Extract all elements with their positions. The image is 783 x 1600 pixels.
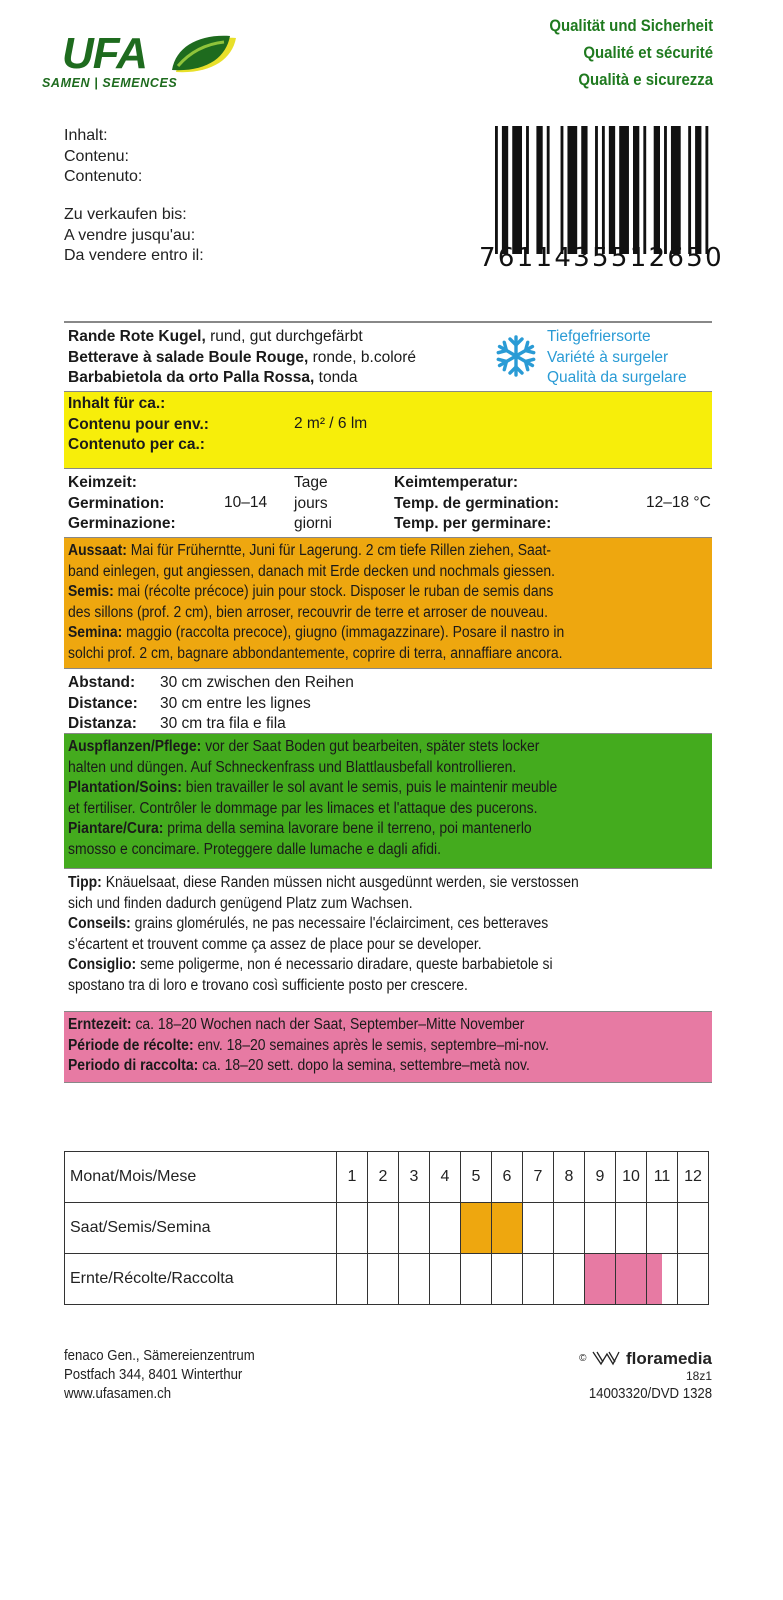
care-text: halten und düngen. Auf Schneckenfrass und Blattlausbefall kontrollieren. [68, 758, 517, 776]
care-label: Plantation/Soins: [68, 779, 182, 796]
tip-text: s'écartent et trouvent comme ça assez de place pour se developer. [68, 935, 482, 953]
sell-by-label-it: Da vendere entro il: [64, 247, 204, 264]
tips-section [64, 869, 712, 1011]
variety-desc: ronde, b.coloré [308, 348, 417, 366]
calendar-cell [430, 1203, 461, 1254]
germination-time-value: 10–14 [224, 494, 268, 511]
sell-by-label-de: Zu verkaufen bis: [64, 206, 187, 223]
barcode-bar [654, 126, 660, 254]
care-section [64, 733, 712, 869]
sowing-label: Aussaat: [68, 542, 127, 559]
sowing-line [68, 603, 708, 624]
barcode-bars [493, 126, 713, 254]
tip-line [68, 955, 708, 976]
harvest-label: Erntezeit: [68, 1016, 132, 1033]
harvest-text: ca. 18–20 Wochen nach der Saat, September–Mitte November [131, 1016, 525, 1033]
copyright-symbol: © [579, 1353, 587, 1364]
calendar-cell [554, 1203, 585, 1254]
barcode-bar [547, 126, 550, 254]
care-label: Piantare/Cura: [68, 820, 164, 837]
calendar-cell [585, 1254, 616, 1305]
calendar-header-label: Monat/Mois/Mese [65, 1152, 337, 1203]
barcode-bar [671, 126, 681, 254]
company-website[interactable]: www.ufasamen.ch [64, 1385, 172, 1402]
harvest-section [64, 1011, 712, 1083]
harvest-line [68, 1015, 708, 1036]
spacing-label-fr: Distance: [68, 694, 138, 712]
coverage-labels [68, 394, 209, 456]
variety-line-fr [68, 348, 416, 369]
coverage-label-fr: Contenu pour env.: [68, 415, 209, 433]
calendar-cell [616, 1254, 647, 1305]
freezer-line-fr: Variété à surgeler [547, 348, 669, 366]
harvest-label: Période de récolte: [68, 1036, 194, 1054]
sowing-line [68, 582, 708, 603]
temp-label-de: Keimtemperatur: [394, 474, 519, 491]
calendar-month-7: 7 [523, 1152, 554, 1203]
care-text: bien travailler le sol avant le semis, puis le maintenir meuble [181, 779, 558, 796]
snowflake-icon [494, 334, 538, 378]
barcode-bar [619, 126, 629, 254]
calendar-header-row [65, 1152, 709, 1203]
coverage-label-it: Contenuto per ca.: [68, 436, 205, 453]
freezer-line-de: Tiefgefriersorte [547, 328, 651, 345]
tip-text: grains glomérulés, ne pas necessaire l'éclairciment, ces betteraves [130, 915, 549, 932]
tip-label: Conseils: [68, 915, 131, 932]
care-line [68, 799, 708, 820]
spacing-values [160, 673, 354, 735]
freezer-line-it: Qualità da surgelare [547, 369, 687, 386]
harvest-period-fill [616, 1254, 646, 1304]
germination-time-units [294, 473, 332, 535]
sell-by-labels [64, 205, 204, 267]
calendar-cell [647, 1254, 678, 1305]
calendar-cell [461, 1203, 492, 1254]
germ-label-de: Keimzeit: [68, 474, 137, 491]
sowing-text: des sillons (prof. 2 cm), bien arroser, recouvrir de terre et arroser de nouveau. [68, 603, 548, 621]
variety-section [64, 323, 712, 391]
spacing-value-de: 30 cm zwischen den Reihen [160, 674, 354, 691]
germination-time-labels [68, 473, 176, 535]
calendar-month-9: 9 [585, 1152, 616, 1203]
harvest-line [68, 1036, 708, 1057]
calendar-cell [647, 1203, 678, 1254]
barcode-bar [502, 126, 508, 254]
calendar-cell [616, 1203, 647, 1254]
tip-label: Consiglio: [68, 956, 137, 973]
tip-line [68, 976, 708, 997]
quality-line-de: Qualität und Sicherheit [549, 16, 713, 35]
sowing-period-fill [461, 1203, 491, 1253]
coverage-label-de: Inhalt für ca.: [68, 395, 166, 412]
barcode-bar [695, 126, 701, 254]
germ-label-fr: Germination: [68, 494, 165, 512]
info-panel [64, 321, 712, 1083]
care-line [68, 778, 708, 799]
logo-subtitle: SAMEN | SEMENCES [42, 76, 178, 90]
care-label: Auspflanzen/Pflege: [68, 738, 202, 755]
sowing-line [68, 644, 708, 665]
germination-temp-value: 12–18 °C [646, 494, 711, 511]
calendar-month-1: 1 [337, 1152, 368, 1203]
calendar-cell [399, 1203, 430, 1254]
calendar-cell [678, 1203, 709, 1254]
contents-label-de: Inhalt: [64, 127, 108, 144]
contents-label-fr: Contenu: [64, 147, 129, 165]
variety-name: Betterave à salade Boule Rouge, [68, 348, 309, 366]
temp-label-it: Temp. per germinare: [394, 515, 552, 532]
calendar-cell [585, 1203, 616, 1254]
temp-label-fr: Temp. de germination: [394, 494, 560, 512]
care-text: et fertiliser. Contrôler le dommage par les limaces et l'attaque des pucerons. [68, 799, 538, 817]
care-text: smosso e concimare. Proteggere dalle lumache e dagli afidi. [68, 840, 441, 858]
publisher-block [572, 1349, 712, 1403]
sowing-line [68, 562, 708, 583]
barcode-bar [609, 126, 615, 254]
contents-label-it: Contenuto: [64, 168, 143, 185]
logo-text: UFA [62, 29, 147, 78]
tip-line [68, 935, 708, 956]
print-code-small: 18z1 [685, 1369, 712, 1383]
barcode-bar [664, 126, 667, 254]
variety-line-it [68, 368, 416, 389]
sell-by-label-fr: A vendre jusqu'au: [64, 226, 196, 244]
tip-line [68, 914, 708, 935]
publisher-brand [572, 1349, 712, 1369]
calendar-row-label: Saat/Semis/Semina [65, 1203, 337, 1254]
barcode-bar [688, 126, 691, 254]
harvest-line [68, 1056, 708, 1077]
calendar-row-label: Ernte/Récolte/Raccolta [65, 1254, 337, 1305]
sowing-text: Mai für Früherntte, Juni für Lagerung. 2 cm tiefe Rillen ziehen, Saat- [126, 542, 552, 559]
variety-line-de [68, 327, 416, 348]
sowing-line [68, 541, 708, 562]
coverage-section [64, 391, 712, 469]
tip-text: Knäuelsaat, diese Randen müssen nicht ausgedünnt werden, sie verstossen [101, 874, 579, 891]
calendar-cell [492, 1203, 523, 1254]
calendar-cell [399, 1254, 430, 1305]
harvest-text: env. 18–20 semaines après le semis, septembre–mi-nov. [193, 1036, 549, 1054]
tip-line [68, 873, 708, 894]
barcode-bar [567, 126, 577, 254]
sowing-line [68, 623, 708, 644]
variety-name: Barbabietola da orto Palla Rossa, [68, 369, 315, 386]
calendar-cell [554, 1254, 585, 1305]
harvest-text: ca. 18–20 sett. dopo la semina, settembre–metà nov. [198, 1057, 530, 1074]
calendar-cell [523, 1203, 554, 1254]
contents-labels [64, 126, 142, 188]
barcode-bar [581, 126, 587, 254]
calendar-cell [430, 1254, 461, 1305]
tip-text: sich und finden dadurch genügend Platz zum Wachsen. [68, 894, 413, 912]
harvest-period-fill [585, 1254, 615, 1304]
calendar-month-3: 3 [399, 1152, 430, 1203]
calendar-month-11: 11 [647, 1152, 678, 1203]
care-text: prima della semina lavorare bene il terreno, poi mantenerlo [163, 820, 532, 837]
unit-it: giorni [294, 515, 332, 532]
calendar-cell [368, 1254, 399, 1305]
ufa-logo [42, 30, 242, 92]
calendar-month-2: 2 [368, 1152, 399, 1203]
germination-temp-labels [394, 473, 559, 535]
sowing-text: maggio (raccolta precoce), giugno (immagazzinare). Posare il nastro in [122, 624, 565, 641]
harvest-label: Periodo di raccolta: [68, 1057, 199, 1074]
barcode-number: 7611435512650 [479, 243, 724, 273]
sowing-text: mai (récolte précoce) juin pour stock. Disposer le ruban de semis dans [113, 583, 554, 600]
quality-line-fr: Qualité et sécurité [583, 43, 713, 62]
company-postal: Postfach 344, 8401 Winterthur [64, 1366, 243, 1383]
sowing-harvest-calendar [64, 1151, 709, 1305]
germination-section [64, 469, 712, 537]
barcode-bar [561, 126, 564, 254]
barcode-bar [536, 126, 542, 254]
calendar-cell [337, 1254, 368, 1305]
sowing-text: band einlegen, gut angiessen, danach mit Erde decken und nochmals giessen. [68, 562, 556, 580]
tip-label: Tipp: [68, 874, 102, 891]
calendar-month-6: 6 [492, 1152, 523, 1203]
leaf-icon [170, 34, 238, 74]
quality-line-it: Qualità e sicurezza [578, 70, 713, 89]
tip-line [68, 894, 708, 915]
barcode-bar [633, 126, 639, 254]
care-line [68, 819, 708, 840]
barcode-bar [595, 126, 598, 254]
floramedia-logo-icon [591, 1350, 621, 1366]
quality-statement [527, 12, 713, 93]
care-line [68, 737, 708, 758]
variety-desc: tonda [314, 369, 358, 386]
barcode-bar [643, 126, 646, 254]
barcode [479, 126, 724, 276]
variety-names [68, 327, 416, 389]
variety-desc: rund, gut durchgefärbt [205, 328, 363, 345]
barcode-bar [512, 126, 522, 254]
calendar-row-harvest [65, 1254, 709, 1305]
unit-de: Tage [294, 474, 328, 491]
spacing-labels [68, 673, 138, 735]
care-line [68, 758, 708, 779]
calendar-cell [337, 1203, 368, 1254]
company-address [64, 1346, 281, 1403]
sowing-period-fill [492, 1203, 522, 1253]
germ-label-it: Germinazione: [68, 515, 176, 532]
barcode-bar [705, 126, 708, 254]
print-code: 14003320/DVD 1328 [588, 1385, 712, 1402]
calendar-cell [678, 1254, 709, 1305]
freezer-variety-text [547, 327, 687, 389]
calendar-month-12: 12 [678, 1152, 709, 1203]
sowing-section [64, 537, 712, 669]
barcode-bar [602, 126, 605, 254]
calendar-cell [492, 1254, 523, 1305]
tip-text: seme poligerme, non é necessario diradare, queste barbabietole si [136, 956, 553, 973]
sowing-label: Semis: [68, 583, 114, 600]
sowing-text: solchi prof. 2 cm, bagnare abbondantemente, coprire di terra, annaffiare ancora. [68, 644, 563, 662]
care-line [68, 840, 708, 861]
unit-fr: jours [294, 494, 328, 512]
harvest-period-fill [647, 1254, 662, 1304]
spacing-value-it: 30 cm tra fila e fila [160, 715, 286, 732]
calendar-month-4: 4 [430, 1152, 461, 1203]
barcode-bar [495, 126, 498, 254]
spacing-section [64, 669, 712, 733]
calendar-row-sowing [65, 1203, 709, 1254]
company-name: fenaco Gen., Sämereienzentrum [64, 1347, 255, 1364]
publisher-name: floramedia [626, 1349, 712, 1368]
calendar-cell [368, 1203, 399, 1254]
variety-name: Rande Rote Kugel, [68, 328, 206, 345]
barcode-bar [526, 126, 529, 254]
tip-text: spostano tra di loro e trovano così sufficiente posto per crescere. [68, 976, 468, 994]
calendar-month-5: 5 [461, 1152, 492, 1203]
sowing-label: Semina: [68, 624, 123, 641]
calendar-cell [461, 1254, 492, 1305]
coverage-value: 2 m² / 6 lm [294, 415, 368, 432]
calendar-cell [523, 1254, 554, 1305]
calendar-month-8: 8 [554, 1152, 585, 1203]
spacing-label-it: Distanza: [68, 715, 137, 732]
spacing-label-de: Abstand: [68, 674, 136, 691]
spacing-value-fr: 30 cm entre les lignes [160, 694, 311, 712]
calendar-month-10: 10 [616, 1152, 647, 1203]
care-text: vor der Saat Boden gut bearbeiten, später stets locker [201, 738, 540, 755]
